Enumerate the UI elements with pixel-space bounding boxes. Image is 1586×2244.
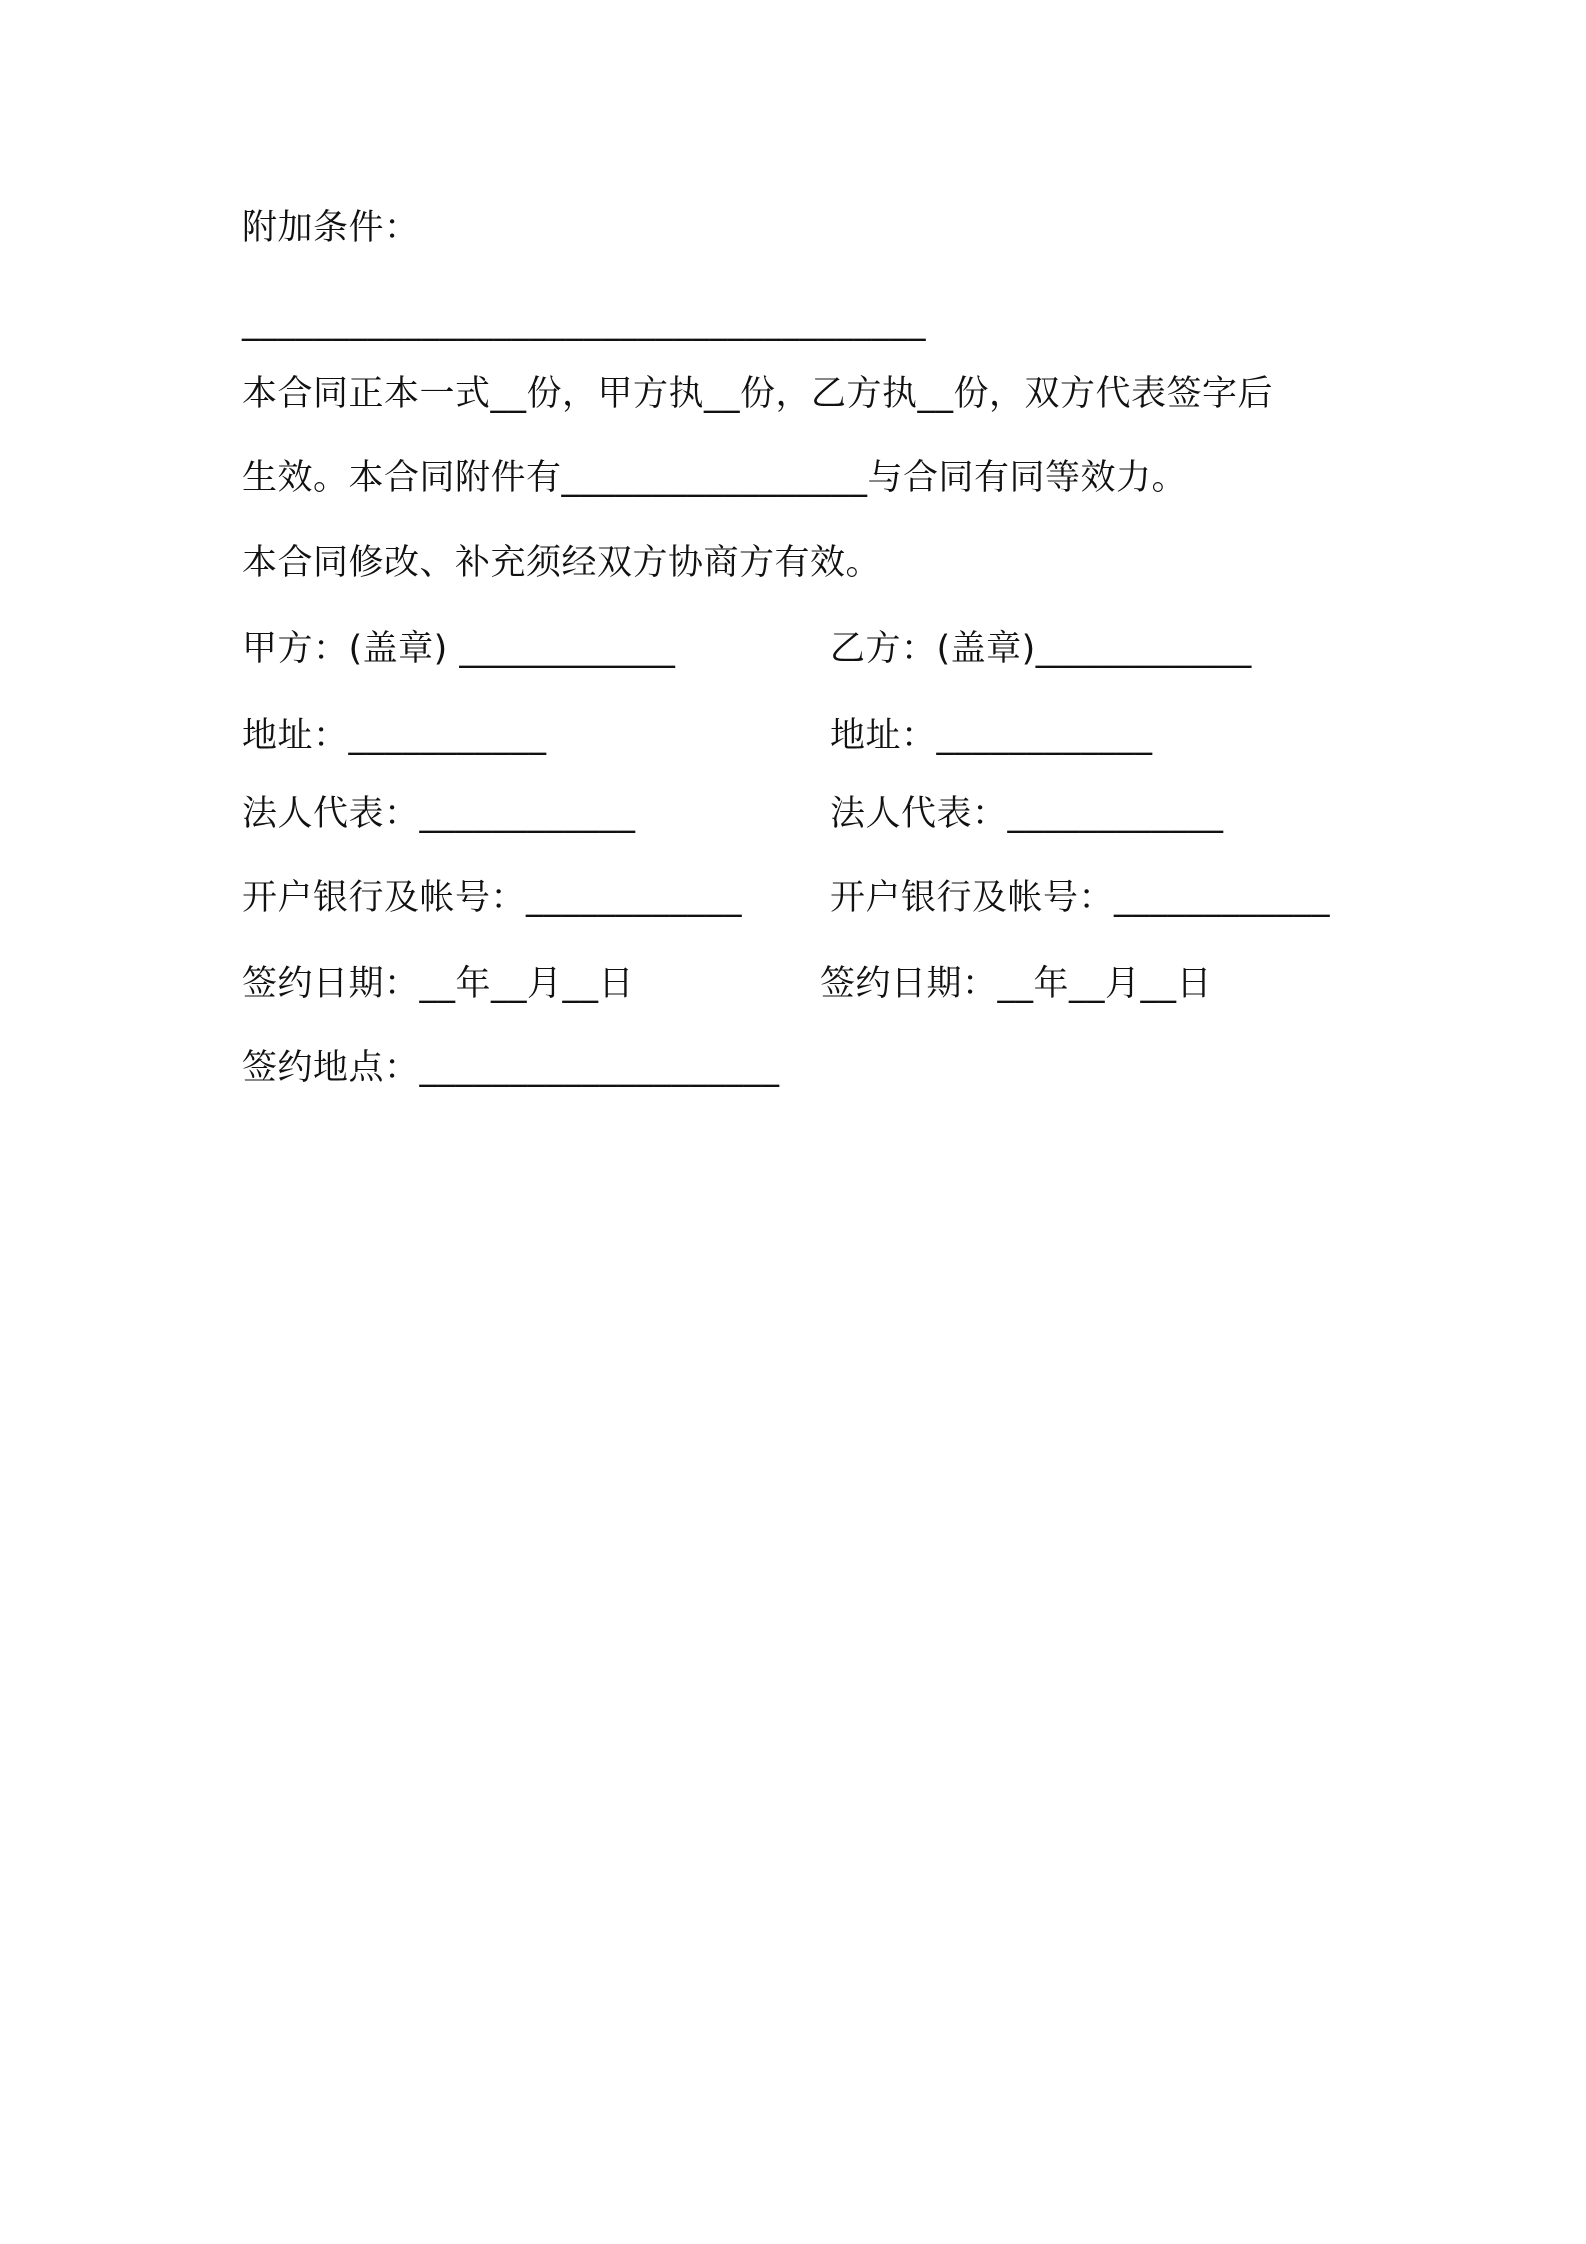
party-b-address: 地址：____________ <box>830 716 1153 756</box>
amendment-clause: 本合同修改、补充须经双方协商方有效。 <box>242 543 882 583</box>
party-b-seal: 乙方：(盖章)____________ <box>830 629 1252 669</box>
party-a-seal: 甲方：(盖章) ____________ <box>242 629 676 669</box>
party-a-sign-date: 签约日期：__年__月__日 <box>242 964 635 1004</box>
party-a-bank-account: 开户银行及帐号：____________ <box>242 878 743 918</box>
sign-place: 签约地点：____________________ <box>242 1048 780 1088</box>
additional-conditions-blank: ______________________________________ <box>242 302 926 342</box>
copies-clause-line2: 生效。本合同附件有_________________与合同有同等效力。 <box>242 458 1188 498</box>
party-b-legal-rep: 法人代表：____________ <box>830 794 1224 834</box>
party-a-legal-rep: 法人代表：____________ <box>242 794 636 834</box>
party-b-sign-date: 签约日期：__年__月__日 <box>820 964 1213 1004</box>
copies-clause-line1: 本合同正本一式__份，甲方执__份，乙方执__份，双方代表签字后 <box>242 374 1274 414</box>
additional-conditions-heading: 附加条件： <box>242 208 420 248</box>
party-a-address: 地址：___________ <box>242 716 547 756</box>
party-b-bank-account: 开户银行及帐号：____________ <box>830 878 1331 918</box>
